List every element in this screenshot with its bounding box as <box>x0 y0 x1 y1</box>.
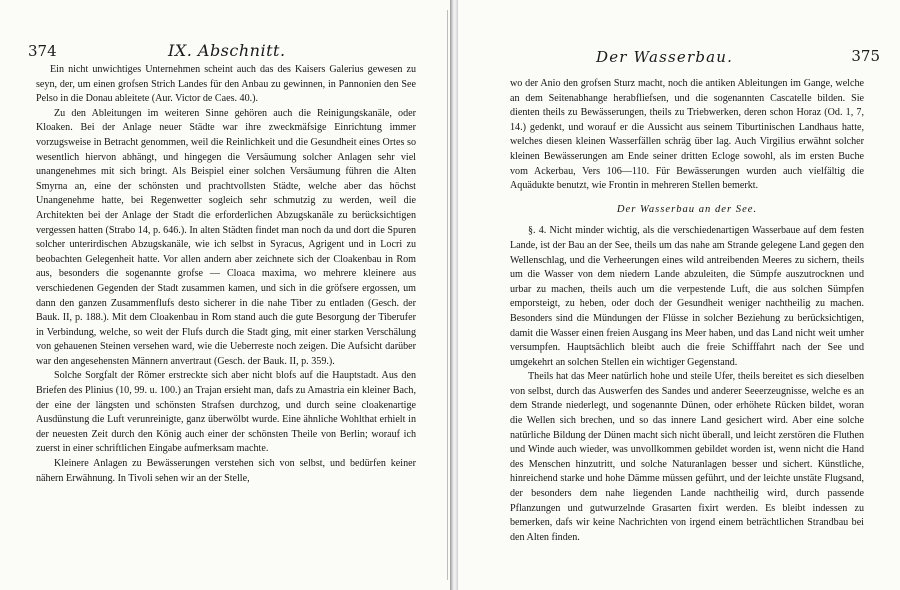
page-edge-line <box>447 10 448 580</box>
left-running-head: IX. Abschnitt. <box>168 41 286 60</box>
right-page <box>458 0 900 590</box>
left-paragraph-1: Ein nicht unwichtiges Unternehmen scheint auch das des Kaisers Galerius gewesen zu seyn, der, um einen grofsen Strich Landes für den Anbau zu gewinnen, in Pannonien den See Pelso in die Donau ableitete (Aur. Victor de Caes. 40.). <box>36 64 416 105</box>
left-paragraph-3: Solche Sorgfalt der Römer erstreckte sich aber nicht blofs auf die Hauptstadt. Aus den Briefen des Plinius (10, 99. u. 100.) an Trajan ersieht man, dafs zu Amastria ein kleiner Bach, der eine der längsten und schönsten Strafsen durchzog, und durch seine cloakenartige Ausdünstung die Luft verunreinigte, ganz überwölbt wurde. Eine ähnliche Wohlthat erhielt in der neuesten Zeit durch den König auch einer der schönsten Theile von Berlin; worauf ich zuerst in einer schriftlichen Eingabe aufmerksam machte. <box>36 370 416 455</box>
right-paragraph-2: Theils hat das Meer natürlich hohe und steile Ufer, theils bereitet es sich dieselben von selbst, durch das Auswerfen des Sandes und anderer Seeerzeugnisse, welche es an dem Strande niederlegt, und sogenannte Dünen, oder erhöhete Rücken bildet, woran die Wellen sich brechen, und so das innere Land gesichert wird. Aber eine solche natürliche Bildung der Dünen macht sich nicht überall, und leicht zerstören die Fluthen und Winde auch wieder, was unvollkommen gebildet worden ist, wenn nicht die Hand des Menschen hinzutritt, und solche Naturanlagen besser und sichert. Künstliche, hinreichend starke und hohe Dämme müssen geführt, und der leichte unstäte Flugsand, der besonders dem nahe liegenden Lande nachtheilig wird, durch passende Pflanzungen und gutwurzelnde Grasarten fixirt werden. Es bleibt indessen zu bemerken, dafs wir keine Nachrichten von irgend einem beträchtlichen Strandbau bei den Alten finden. <box>510 371 864 543</box>
left-paragraph-4: Kleinere Anlagen zu Bewässerungen verstehen sich von selbst, und bedürfen keiner nähern Erwähnung. In Tivoli sehen wir an der Stelle, <box>36 458 416 484</box>
right-continuation-paragraph: wo der Anio den grofsen Sturz macht, noch die antiken Ableitungen im Gange, welche an dem Seitenabhange herabfliefsen, und die sogenannten Cascatelle bilden. Sie dienten theils zu Bewässerungen, theils zu Triebwerken, deren schon Horaz (Od. 1, 7, 14.) gedenkt, und worauf er die Aussicht aus seinem Tiburtinischen Landhaus hatte, welches diesen kleinen Wasserfällen schräg über lag. Auch Virgilius erwähnt solcher kleinen Bewässerungen am Ende seiner dritten Ecloge sowohl, als im ersten Buche vom Ackerbau, Vers 106—110. Für Bewässerungen wurden auch vielfältig die Aquädukte benutzt, wie Frontin in mehreren Stellen bemerkt. <box>510 78 864 192</box>
right-running-head: Der Wasserbau. <box>596 48 734 66</box>
book-gutter <box>450 0 458 590</box>
right-page-number: 375 <box>851 47 880 65</box>
left-body-text <box>36 63 416 486</box>
right-body-text <box>510 77 864 545</box>
right-paragraph-1: §. 4. Nicht minder wichtig, als die verschiedenartigen Wasserbaue auf dem festen Lande, ist der Bau an der See, theils um das nahe am Strande gelegene Land gegen den Wellenschlag, und die Verheerungen eines wild antreibenden Meeres zu sichern, theils um die Wasser von dem niedern Lande abzuleiten, die Sümpfe auszutrocknen und urbar zu machen, theils auch um die verpestende Luft, die aus solchen Sümpfen emporsteigt, zu heben, oder doch der Gesundheit weniger nachtheilig zu machen. Besonders sind die Mündungen der Flüsse in solcher Beziehung zu berücksichtigen, damit die Wasser einen freien Ausgang ins Meer haben, und das Land nicht weit umher versumpfen. Hauptsächlich bleibt auch die freie Schifffahrt nach der See und umgekehrt an solchen Stellen ein wichtiger Gegenstand. <box>510 225 864 368</box>
section-title: Der Wasserbau an der See. <box>616 203 758 215</box>
left-page-number: 374 <box>28 42 57 60</box>
left-paragraph-2: Zu den Ableitungen im weiteren Sinne gehören auch die Reinigungskanäle, oder Kloaken. Bei der Anlage neuer Städte war ihre zweckmäfsige Einrichtung immer vorzugsweise in Betracht genommen, weil die Reinlichkeit und die Gesundheit eines Ortes so wesentlich hiervon abhängt, und hingegen die Versäumung solcher Anlagen sehr viel unangenehmes mit sich bringt. Als Beispiel einer solchen Versäumung führen die Alten Smyrna an, eine der schönsten und prachtvollsten Städte, welche aber das höchst Unangenehme hatte, bei Regenwetter sogleich sehr schmutzig zu werden, weil die Architekten bei der Anlage der Stadt die erforderlichen Abzugskanäle zu berücksichtigen vergessen hatten (Strabo 14, p. 646.). In alten Städten findet man noch da und dort die Spuren solcher unterirdischen Abzugskanäle, wie ich selbst in Syracus, Agrigent und in Locri zu beobachten Gelegenheit hatte. Vor allen andern aber zeichnete sich der Cloakenbau in Rom aus, besonders die sogenannte grofse — Cloaca maxima, wo mehrere kleinere aus verschiedenen Gegenden der Stadt zusammen kamen, und sich in die gröfsere ergossen, um dann den ganzen Zusammenflufs desto sicherer in die nahe Tiber zu entladen (Gesch. der Bauk. II, p. 188.). Mit dem Cloakenbau in Rom stand auch die gute Besorgung der Tiberufer in Verbindung, welche, so weit der Flufs durch die Stadt ging, mit einer starken Verschälung von gehauenen Steinen versehen ward, wie die Ueberreste noch zeigen. Die Aufsicht darüber war den angesehensten Männern anvertraut (Gesch. der Bauk. II, p. 359.). <box>36 107 416 367</box>
